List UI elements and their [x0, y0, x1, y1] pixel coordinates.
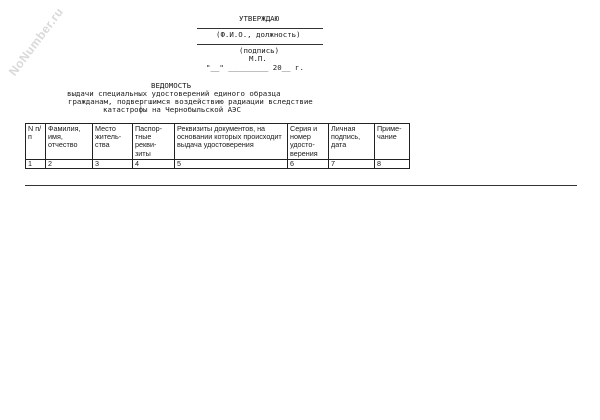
column-number: 4: [133, 160, 175, 169]
column-number: 2: [46, 160, 93, 169]
name-caption: (Ф.И.О., должность): [216, 30, 301, 39]
column-number: 8: [375, 160, 410, 169]
approval-title: УТВЕРЖДАЮ: [239, 14, 280, 23]
date-line: "__" _________ 20__ г.: [206, 63, 304, 72]
subtitle-line: катастрофы на Чернобыльской АЭС: [103, 105, 241, 114]
subtitle-line: гражданам, подвергшимся воздействию радиации вследствие: [68, 97, 313, 106]
column-number: 7: [329, 160, 375, 169]
column-header: N п/п: [26, 124, 46, 160]
bottom-separator: [25, 185, 577, 186]
subtitle-line: выдачи специальных удостоверений единого образца: [67, 89, 281, 98]
column-header: Фамилия, имя, отчество: [46, 124, 93, 160]
column-header: Серия и номер удосто- верения: [288, 124, 329, 160]
stamp-label: М.П.: [249, 54, 267, 63]
column-header: Приме- чание: [375, 124, 410, 160]
name-line: [197, 28, 323, 29]
watermark: NoNumber.ru: [6, 4, 67, 79]
signature-caption: (подпись): [239, 46, 280, 55]
column-number-row: [26, 160, 410, 169]
register-table: [25, 123, 410, 169]
column-header: Паспор- тные рекви- зиты: [133, 124, 175, 160]
column-number: 1: [26, 160, 46, 169]
document-title: ВЕДОМОСТЬ: [151, 81, 192, 90]
column-number: 3: [93, 160, 133, 169]
column-header: Личная подпись, дата: [329, 124, 375, 160]
column-number: 6: [288, 160, 329, 169]
column-header: Место житель- ства: [93, 124, 133, 160]
table-header-row: [26, 124, 410, 160]
column-header: Реквизиты документов, на основании которых происходит выдача удостоверения: [175, 124, 288, 160]
signature-line: [197, 44, 323, 45]
column-number: 5: [175, 160, 288, 169]
